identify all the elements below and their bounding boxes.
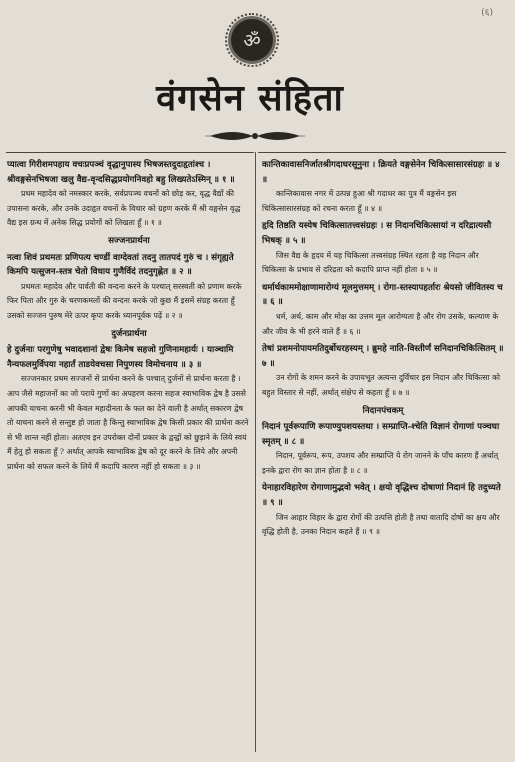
verse-2: नत्वा शिवं प्रथमतः प्रणिपत्य चण्डीं वाग्देवतां तदनु तातपदं गुरुं च । संगृह्यते किमपि यत्सुजन-स्तत्र चेतो विधाय गुणैर्विदं तदनुगृह्णेत ॥ २ ॥	[7, 252, 234, 278]
gloss-3: सज्जनकार प्रथम सज्जनों से प्रार्थना करने के पश्चात् दुर्जनों से प्रार्थना करता है । आप जैसे महाजनों का जो पराये गुणों का अपहरण करना सहज स्वाभाविक द्वेष है उससे आपकी याचना करनी भी केवल महादीनता के फल का देने वाली है अर्थात् सकारण द्वेष तो याचना करने से सन्तुष्ट हो जाता है किन्तु स्वाभाविक द्वेष किसी प्रकार की प्रार्थना करने से भी शान्त नहीं होता। अतएव इन उपरोक्त दोनों प्रकार के द्वन्द्वों को छुड़ाने के लिये स्वयं मैं हेतु हो सकता हूँ ? अर्थात् आपके स्वाभाविक द्वेष को दूर करने के लिये और अपनी प्रार्थना को सफल करने के लिये मैं कदापि कारण नहीं हो सकता ॥ ३ ॥	[7, 374, 249, 471]
top-rule-right	[258, 152, 506, 153]
gloss-7: उन रोगों के शमन करने के उपायभूत अत्यन्त दुर्विचार इस निदान और चिकित्सा को बहुत विस्तार से नहीं, अर्थात् संक्षेप से कहता हूँ ॥ ७ ॥	[262, 373, 501, 397]
gloss-9: जिन आहार विहार के द्वारा रोगों की उत्पत्ति होती है तथा वातादि दोषों का क्षय और वृद्धि होती है, उनका निदान कहते हैं ॥ ९ ॥	[262, 512, 500, 537]
verse-4: कान्तिकावासनिर्जातश्रीगदाधरसूनुना । क्रियते वङ्गसेनेन चिकित्सासारसंग्रहः ॥ ४ ॥	[262, 160, 500, 185]
verse-5: हृदि तिष्ठति यस्येष चिकित्सातत्त्वसंग्रहः । स निदानचिकित्सायां न दरिद्रात्यसौ भिषक् ॥ ५ ॥	[262, 221, 492, 246]
om-emblem-icon	[231, 19, 273, 61]
page-number: (६)	[481, 8, 493, 18]
verse-9: येनाहारविहारेण रोगाणामुद्भवो भवेत् । क्षयो वृद्धिश्च दोषाणां निदानं हि तदुच्यते ॥ ९ ॥	[262, 483, 501, 509]
gloss-6: धर्म, अर्थ, काम और मोक्ष का उत्तम मूल आरोग्यता है और रोग उसके, कल्याण के और जीव के भी हरने वाले हैं ॥ ६ ॥	[262, 311, 499, 336]
gloss-1: प्रथम महादेव को नमस्कार करके, सर्वप्रपञ्च वचनों को छोड़ कर, वृद्ध वैद्यों की उपासना करके, और उनके उदाहृत वचनों के विचार को ग्रहण करके मैं श्री वङ्गसेन वृद्ध वैद्य इस ग्रन्थ में अनेक सिद्ध प्रयोगों को लिखता हूँ ॥ १ ॥	[7, 189, 241, 228]
gloss-2: प्रथमतः महादेव और पार्वती की वन्दना करने के पश्चात् सरस्वती को प्रणाम करके फिर पिता और गुरु के चरणकमलों की वन्दना करके जो कुछ मैं इसमें संग्रह करता हूँ उसको सज्जन पुरुष मेरे ऊपर कृपा करके ध्यानपूर्वक पढ़ें ॥ २ ॥	[7, 281, 242, 320]
gloss-5: जिस वैद्य के हृदय में यह चिकित्सा तत्त्वसंग्रह स्थित रहता है वह निदान और चिकित्सा के प्रभाव से दरिद्रता को कदापि प्राप्त नहीं होता ॥ ५ ॥	[262, 250, 479, 275]
om-symbol: ॐ	[243, 30, 261, 52]
emblem-ring	[225, 13, 279, 67]
section-heading-sajjan: सज्जनप्रार्थना	[108, 235, 150, 246]
gloss-4: कान्तिकावास नगर में उत्पन्न हुआ श्री गदाधर का पुत्र मैं वङ्गसेन इस चिकित्सासारसंग्रह को रचना करता हूँ ॥ ४ ॥	[262, 189, 457, 213]
verse-1: प्यात्वा गिरीशमपहाय वचःप्रपञ्चं वृद्धानुपास्य भिषजस्तदुदाहृतांश्च । श्रीवङ्गसेनभिषजा खलु वैद्य-वृन्दसिद्धप्रयोगनिवहो बहु लिख्यतेऽस्मिन् ॥ १ ॥	[7, 160, 235, 185]
top-rule-left	[6, 152, 254, 153]
right-column	[262, 158, 504, 540]
book-title: वंगसेन संहिता	[156, 77, 344, 119]
section-heading-durjan: दुर्जनप्रार्थना	[111, 328, 147, 339]
verse-8: निदानं पूर्वरूपाणि रूपाण्युपशयस्तथा । सम्प्राप्ति-श्चेति विज्ञानं रोगाणां पञ्चधा स्मृतम् ॥ ८ ॥	[262, 422, 500, 447]
verse-7: तेषां प्रशमनोपायमतिदुर्बोधरहस्यम् । ब्रुमहे नाति-विस्तीर्णं सनिदानचिकित्सितम् ॥ ७ ॥	[262, 344, 504, 369]
section-heading-nidan: निदानपंचकम्	[362, 405, 404, 416]
ornament-divider-icon	[205, 126, 305, 146]
gloss-8: निदान, पूर्वरूप, रूप, उपशय और सम्प्राप्ति ये रोग जानने के पाँच कारण हैं अर्थात् इनके द्वारा रोग का ज्ञान होता है ॥ ८ ॥	[262, 451, 499, 475]
verse-3: हे दुर्जनाः परगुणेषु भवादशानां द्वेषः किमेष सहजो गुणिनामहार्यः । याञ्चामि नैन्यफलमुर्विपया नहार्तं ताडयेवचसा निपुणस्य विमोचनाय ॥ ३ ॥	[7, 345, 234, 370]
column-divider	[255, 152, 256, 752]
verse-6: धर्मार्थकाममोक्षाणामारोग्यं मूलमुत्तमम् । रोगा-स्तस्यापहर्तारः श्रेयसो जीवितस्य च ॥ ६ ॥	[262, 282, 503, 308]
left-column	[7, 158, 251, 474]
